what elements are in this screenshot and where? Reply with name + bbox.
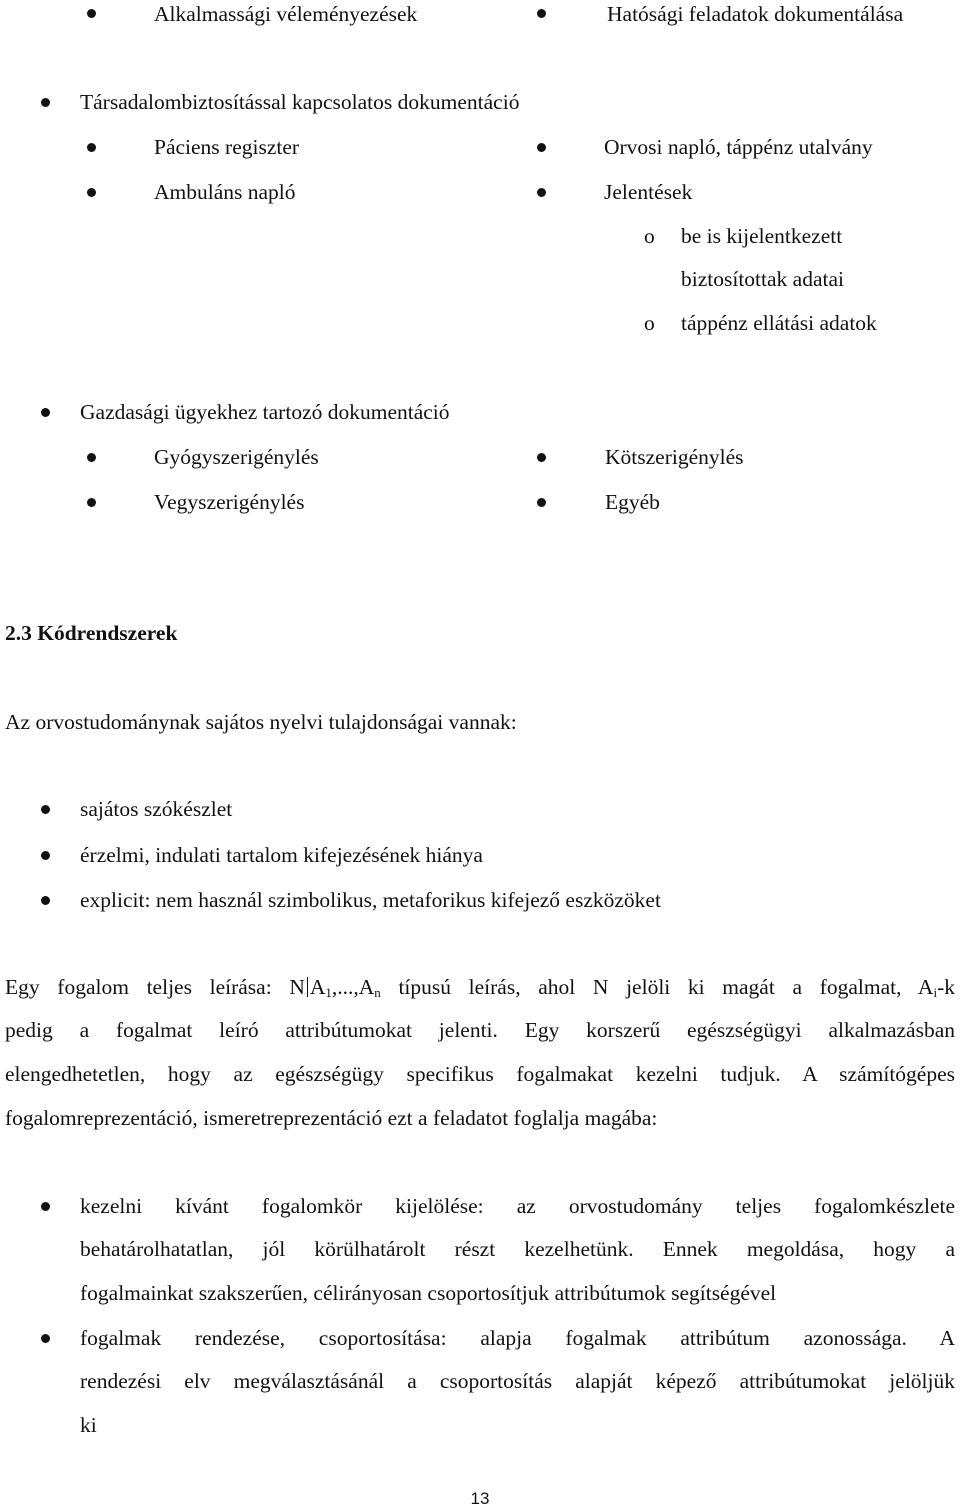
bullet-icon (41, 98, 50, 107)
bullet-icon (87, 453, 96, 462)
list-item: kezelni kívánt fogalomkör kijelölése: az orvostudomány teljes fogalomkészlete (80, 1194, 955, 1218)
paragraph-line: pedig a fogalmat leíró attribútumokat jelenti. Egy korszerű egészségügyi alkalmazásban (5, 1018, 955, 1042)
list-heading: Társadalombiztosítással kapcsolatos dokumentáció (80, 90, 520, 114)
paragraph-line: Egy fogalom teljes leírása: N $A_1,...,A_n$ típusú leírás, ahol N jelöli ki magát a fogalmat, $A_i-k$ (5, 975, 955, 1000)
bullet-icon (41, 851, 50, 860)
bullet-icon (41, 408, 50, 417)
list-heading: Gazdasági ügyekhez tartozó dokumentáció (80, 400, 450, 424)
list-item: Páciens regiszter (154, 135, 300, 159)
list-item-continued: rendezési elv megválasztásánál a csoportosítás alapját képező attribútumokat jelöljük (80, 1369, 955, 1393)
sub-list-item: táppénz ellátási adatok (681, 311, 877, 335)
bullet-icon (41, 1334, 50, 1343)
sub-bullet-marker: o (644, 311, 655, 335)
bullet-icon (87, 143, 96, 152)
bullet-icon (537, 498, 546, 507)
list-item: érzelmi, indulati tartalom kifejezésének hiánya (80, 843, 483, 867)
paragraph-line: fogalomreprezentáció, ismeretreprezentáció ezt a feladatot foglalja magába: (5, 1106, 658, 1130)
intro-text: Az orvostudománynak sajátos nyelvi tulajdonságai vannak: (5, 710, 517, 734)
bullet-icon (537, 9, 546, 18)
section-title: 2.3 Kódrendszerek (5, 621, 178, 645)
bullet-icon (41, 896, 50, 905)
bullet-icon (87, 498, 96, 507)
list-item: Vegyszerigénylés (154, 490, 305, 514)
bullet-icon (41, 805, 50, 814)
page-number: 13 (470, 1489, 490, 1508)
sub-list-item-continued: biztosítottak adatai (681, 267, 844, 291)
list-item: Kötszerigénylés (605, 445, 744, 469)
separator-bar (307, 977, 308, 997)
bullet-icon (41, 1202, 50, 1211)
list-item: sajátos szókészlet (80, 797, 233, 821)
paragraph-line: elengedhetetlen, hogy az egészségügy specifikus fogalmakat kezelni tudjuk. A számítógépes (5, 1062, 955, 1086)
bullet-icon (87, 188, 96, 197)
list-item-continued: fogalmainkat szakszerűen, célirányosan csoportosítjuk attribútumok segítségével (80, 1281, 777, 1305)
list-item: Orvosi napló, táppénz utalvány (604, 135, 873, 159)
bullet-icon (87, 9, 96, 18)
bullet-icon (537, 453, 546, 462)
list-item: Alkalmassági véleményezések (154, 2, 418, 26)
list-item-continued: ki (80, 1413, 97, 1437)
list-item: Jelentések (604, 180, 693, 204)
list-item-continued: behatárolhatatlan, jól körülhatárolt részt kezelhetünk. Ennek megoldása, hogy a (80, 1237, 955, 1261)
list-item: explicit: nem használ szimbolikus, metaforikus kifejező eszközöket (80, 888, 661, 912)
bullet-icon (537, 188, 546, 197)
sub-bullet-marker: o (644, 224, 655, 248)
sub-list-item: be is kijelentkezett (681, 224, 843, 248)
bullet-icon (537, 143, 546, 152)
list-item: Hatósági feladatok dokumentálása (607, 2, 904, 26)
list-item: Gyógyszerigénylés (154, 445, 319, 469)
list-item: fogalmak rendezése, csoportosítása: alapja fogalmak attribútum azonossága. A (80, 1326, 955, 1350)
list-item: Ambuláns napló (154, 180, 296, 204)
list-item: Egyéb (605, 490, 660, 514)
